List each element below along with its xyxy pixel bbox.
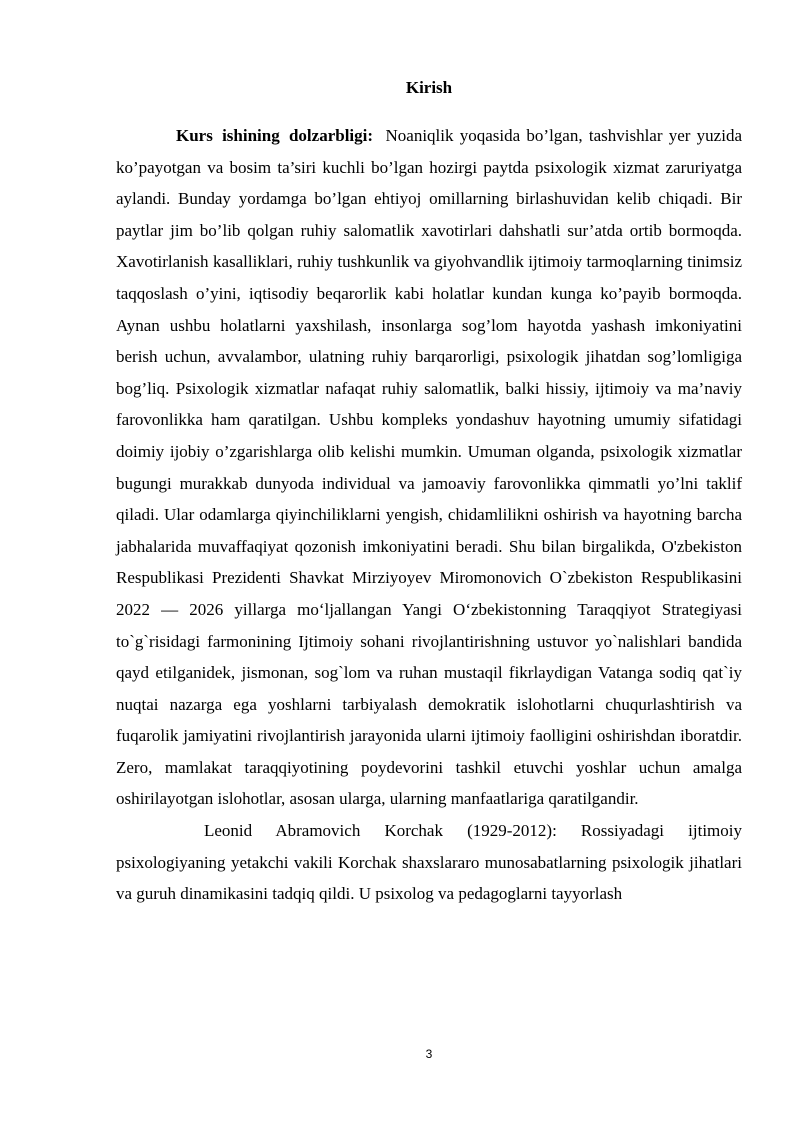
paragraph-korchak <box>116 815 742 910</box>
page-number: 3 <box>425 1047 433 1061</box>
section-heading: Kirish <box>405 78 453 97</box>
paragraph-text: Noaniqlik yoqasida bo’lgan, tashvishlar yer yuzida ko’payotgan va bosim ta’siri kuchli bo’lgan hozirgi paytda psixologik xizmat zaruriyatga aylandi. Bunday yordamga bo’lgan ehtiyoj omillarning birlashuvidan kelib chiqadi. Bir paytlar jim bo’lib qolgan ruhiy salomatlik xavotirlari dahshatli sur’atda ortib bormoqda. Xavotirlanish kasalliklari, ruhiy tushkunlik va giyohvandlik ijtimoiy tarmoqlarning tinimsiz taqqoslash o’yini, iqtisodiy beqarorlik kabi holatlar kundan kunga ko’payib bormoqda. Aynan ushbu holatlarni yaxshilash, insonlarga sog’lom hayotda yashash imkoniyatini berish uchun, avvalambor, ulatning ruhiy barqarorligi, psixologik jihatdan sog’lomligiga bog’liq. Psixologik xizmatlar nafaqat ruhiy salomatlik, balki hissiy, ijtimoiy va ma’naviy farovonlikka ham qaratilgan. Ushbu kompleks yondashuv hayotning umumiy sifatidagi doimiy ijobiy o’zgarishlarga olib kelishi mumkin. Umuman olganda, psixologik xizmatlar bugungi murakkab dunyoda individual va jamoaviy farovonlikka qimmatli yo’lni taklif qiladi. Ular odamlarga qiyinchiliklarni yengish, chidamlilikni oshirish va hayotning barcha jabhalarida muvaffaqiyat qozonish imkoniyatini beradi. Shu bilan birgalikda, O'zbekiston Respublikasi Prezidenti Shavkat Mirziyoyev Miromonovich O`zbekiston Respublikasini 2022 — 2026 yillarga mo‘ljallangan Yangi O‘zbekistonning Taraqqiyot Strategiyasi to`g`risidagi farmonining Ijtimoiy sohani rivojlantirishning ustuvor yo`nalishlari bandida qayd etilganidek, jismonan, sog`lom va ruhan mustaqil fikrlaydigan Vatanga sodiq qat`iy nuqtai nazarga ega yoshlarni tarbiyalash demokratik islohotlarni chuqurlashtirish va fuqarolik jamiyatini rivojlantirish jarayonida ularni ijtimoiy faolligini oshirishdan iboratdir. Zero, mamlakat taraqqiyotining poydevorini tashkil etuvchi yoshlar uchun amalga oshirilayotgan islohotlar, asosan ularga, ularning manfaatlariga qaratilgandir. <box>116 126 742 809</box>
paragraph-lead: Kurs ishining dolzarbligi: <box>176 126 374 145</box>
paragraph-relevance <box>116 120 742 815</box>
body-text <box>116 120 742 910</box>
paragraph-text: Leonid Abramovich Korchak (1929-2012): Rossiyadagi ijtimoiy psixologiyaning yetakchi vakili Korchak shaxslararo munosabatlarning psixologik jihatlari va guruh dinamikasini tadqiq qildi. U psixolog va pedagoglarni tayyorlash <box>116 821 742 904</box>
